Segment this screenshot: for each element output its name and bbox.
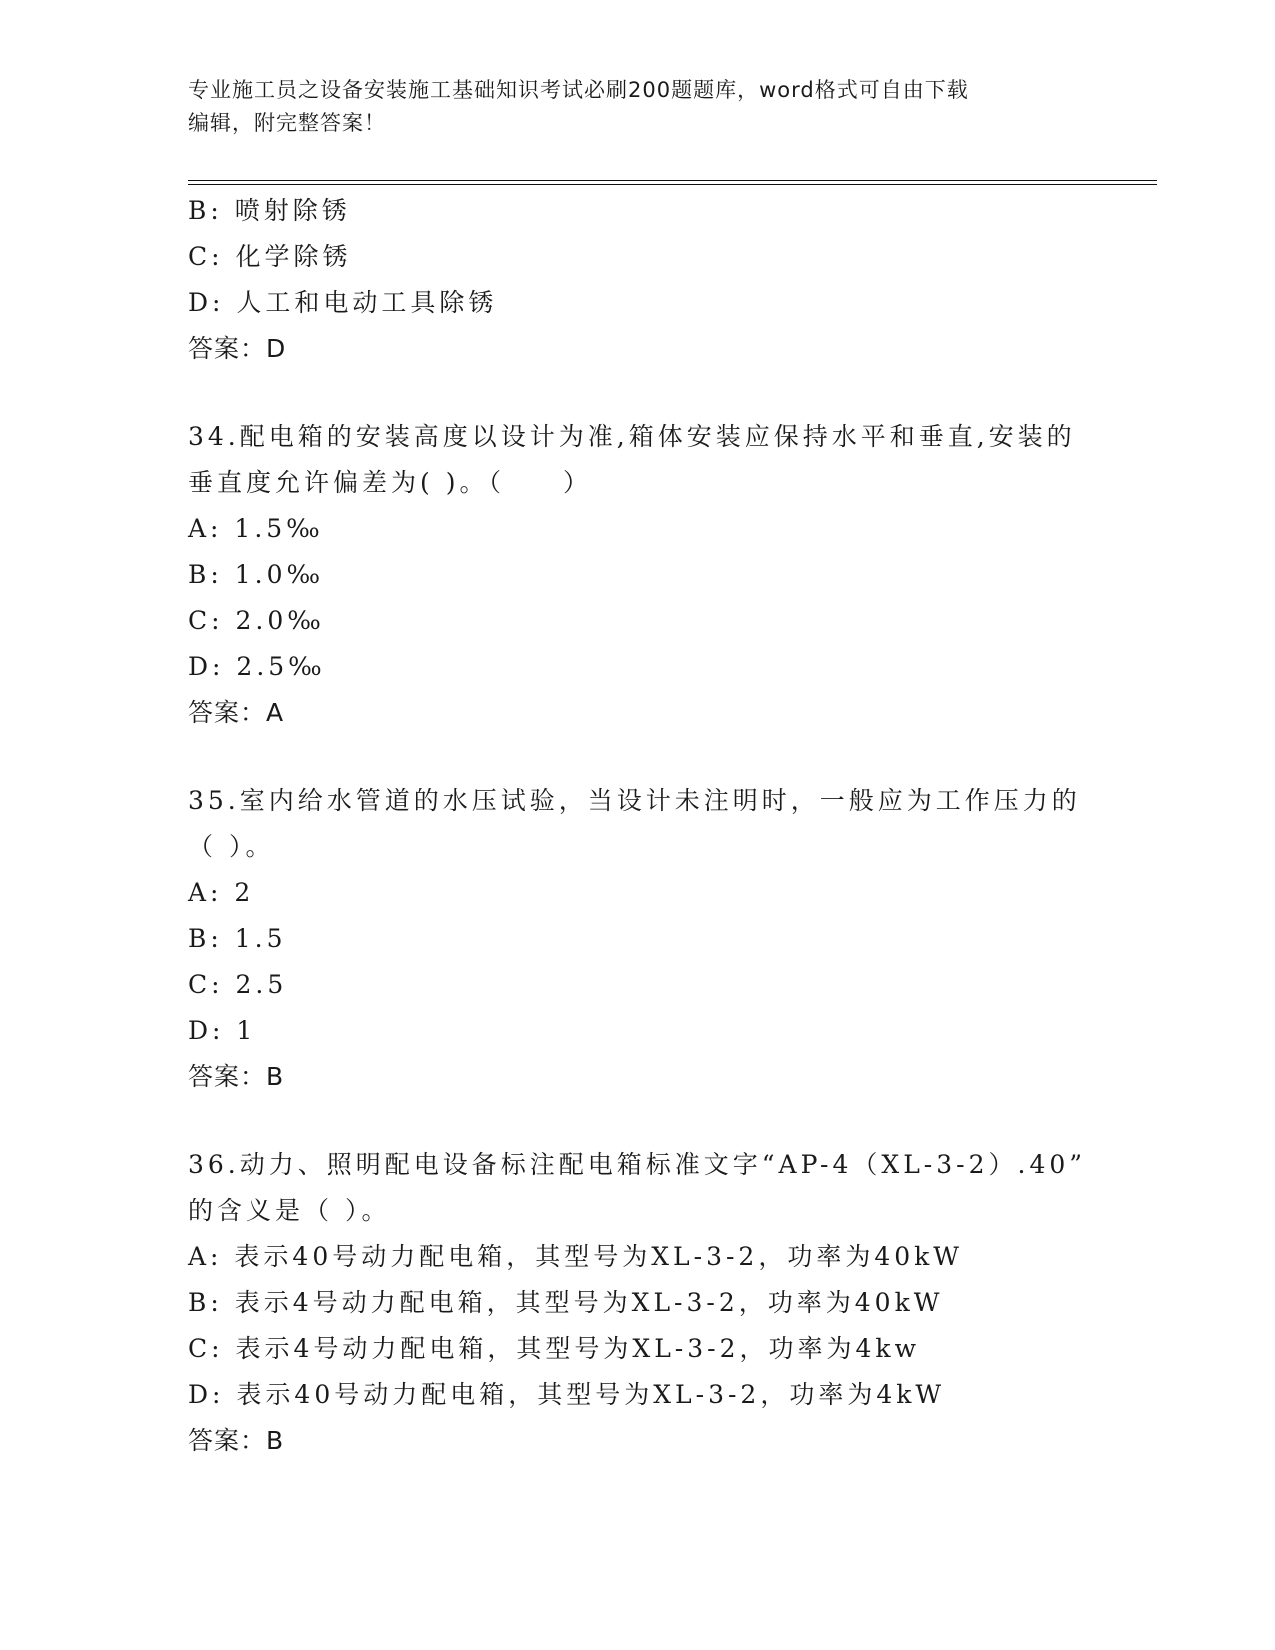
option-a: A: 表示40号动力配电箱，其型号为XL-3-2，功率为40kW [188, 1242, 963, 1271]
question-text: 垂直度允许偏差为( )。（ ） [188, 468, 592, 497]
question-text: 35.室内给水管道的水压试验，当设计未注明时，一般应为工作压力的 [188, 786, 1081, 815]
option-d: D: 1 [188, 1016, 257, 1045]
answer-line: 答案：B [188, 1426, 285, 1455]
option-a: A: 1.5‰ [188, 514, 324, 543]
answer-line: 答案：D [188, 334, 287, 363]
header-title-line-2: 编辑，附完整答案！ [188, 111, 386, 135]
option-c: C: 2.5 [188, 970, 288, 999]
header-title-line-1: 专业施工员之设备安装施工基础知识考试必刷200题题库，word格式可自由下载 [188, 78, 969, 102]
option-b: B: 表示4号动力配电箱，其型号为XL-3-2，功率为40kW [188, 1288, 944, 1317]
option-b: B: 喷射除锈 [188, 196, 351, 225]
question-text: 的含义是（ ）。 [188, 1196, 391, 1225]
question-34 [188, 414, 1088, 736]
option-c: C: 2.0‰ [188, 606, 325, 635]
option-d: D: 2.5‰ [188, 652, 326, 681]
header-divider-bottom [188, 184, 1157, 185]
answer-line: 答案：A [188, 698, 285, 727]
option-c: C: 表示4号动力配电箱，其型号为XL-3-2，功率为4kw [188, 1334, 920, 1363]
answer-line: 答案：B [188, 1062, 285, 1091]
header-divider-top [188, 180, 1157, 181]
question-text: （ ）。 [188, 832, 275, 861]
question-text: 34.配电箱的安装高度以设计为准,箱体安装应保持水平和垂直,安装的 [188, 422, 1076, 451]
question-35 [188, 778, 1088, 1100]
option-b: B: 1.5 [188, 924, 287, 953]
option-a: A: 2 [188, 878, 255, 907]
question-33-continued [188, 188, 1088, 372]
option-c: C: 化学除锈 [188, 242, 352, 271]
question-text: 36.动力、照明配电设备标注配电箱标准文字“AP-4（XL-3-2）.40” [188, 1150, 1087, 1179]
question-list [188, 188, 1088, 1464]
option-b: B: 1.0‰ [188, 560, 325, 589]
option-d: D: 表示40号动力配电箱，其型号为XL-3-2，功率为4kW [188, 1380, 946, 1409]
option-d: D: 人工和电动工具除锈 [188, 288, 498, 317]
question-36 [188, 1142, 1088, 1464]
document-header [188, 74, 1088, 140]
